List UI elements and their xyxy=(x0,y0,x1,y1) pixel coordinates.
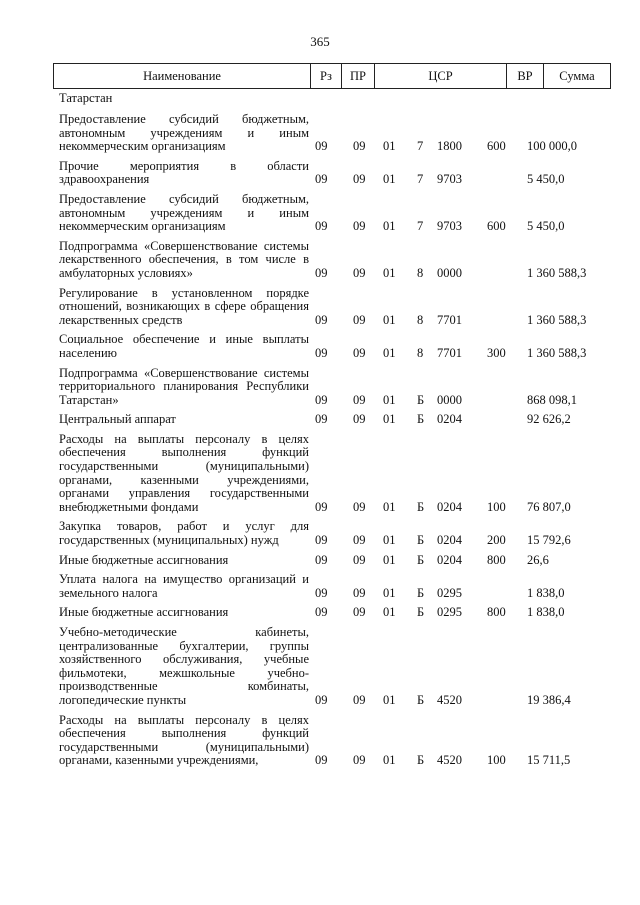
row-vr: 100 xyxy=(487,753,506,768)
row-csr-1: 01 xyxy=(383,552,396,567)
table-row xyxy=(53,520,611,547)
row-rz: 09 xyxy=(315,139,328,154)
table-header xyxy=(53,63,611,89)
row-rz: 09 xyxy=(315,533,328,548)
row-csr-1: 01 xyxy=(383,392,396,407)
row-pr: 09 xyxy=(353,692,366,707)
row-csr-3: 0000 xyxy=(437,392,462,407)
header-pr: ПР xyxy=(341,64,374,88)
continued-text: Татарстан xyxy=(59,91,113,105)
row-csr-3: 0000 xyxy=(437,265,462,280)
table-row xyxy=(53,160,611,187)
row-csr-2: 8 xyxy=(417,265,424,280)
row-rz: 09 xyxy=(315,312,328,327)
row-csr-3: 4520 xyxy=(437,753,462,768)
row-name: Прочие мероприятия в области здравоохранения xyxy=(59,158,309,187)
row-vr: 800 xyxy=(487,552,506,567)
row-csr-2: Б xyxy=(417,605,425,620)
row-csr-2: Б xyxy=(417,552,425,567)
row-rz: 09 xyxy=(315,499,328,514)
row-rz: 09 xyxy=(315,753,328,768)
table-row xyxy=(53,287,611,328)
row-csr-2: 7 xyxy=(417,219,424,234)
row-csr-2: Б xyxy=(417,499,425,514)
row-pr: 09 xyxy=(353,552,366,567)
row-sum: 92 626,2 xyxy=(527,412,571,427)
table-row xyxy=(53,433,611,515)
row-csr-3: 0204 xyxy=(437,499,462,514)
row-csr-1: 01 xyxy=(383,499,396,514)
row-sum: 1 838,0 xyxy=(527,585,565,600)
row-pr: 09 xyxy=(353,753,366,768)
table-row xyxy=(53,367,611,408)
row-rz: 09 xyxy=(315,605,328,620)
row-csr-2: Б xyxy=(417,392,425,407)
row-csr-2: Б xyxy=(417,692,425,707)
row-vr: 600 xyxy=(487,139,506,154)
row-rz: 09 xyxy=(315,265,328,280)
row-csr-2: 8 xyxy=(417,345,424,360)
row-csr-2: 7 xyxy=(417,139,424,154)
header-rz: Рз xyxy=(310,64,341,88)
row-csr-3: 0295 xyxy=(437,605,462,620)
row-csr-2: 8 xyxy=(417,312,424,327)
table-body xyxy=(53,113,611,768)
row-csr-1: 01 xyxy=(383,753,396,768)
row-name: Регулирование в установленном порядке отношений, возникающих в сфере обращения лекарственных средств xyxy=(59,285,309,327)
budget-table xyxy=(53,63,611,768)
row-pr: 09 xyxy=(353,172,366,187)
table-row xyxy=(53,626,611,708)
row-csr-1: 01 xyxy=(383,692,396,707)
row-sum: 100 000,0 xyxy=(527,139,577,154)
table-row xyxy=(53,333,611,360)
row-pr: 09 xyxy=(353,499,366,514)
row-sum: 19 386,4 xyxy=(527,692,571,707)
page-number: 365 xyxy=(310,34,330,49)
row-rz: 09 xyxy=(315,345,328,360)
row-pr: 09 xyxy=(353,312,366,327)
row-csr-3: 0204 xyxy=(437,552,462,567)
row-sum: 1 360 588,3 xyxy=(527,312,587,327)
row-vr: 800 xyxy=(487,605,506,620)
row-pr: 09 xyxy=(353,265,366,280)
row-vr: 100 xyxy=(487,499,506,514)
row-sum: 5 450,0 xyxy=(527,172,565,187)
header-sum: Сумма xyxy=(543,64,610,88)
row-csr-3: 1800 xyxy=(437,139,462,154)
table-row xyxy=(53,113,611,154)
row-vr: 600 xyxy=(487,219,506,234)
row-pr: 09 xyxy=(353,533,366,548)
row-csr-1: 01 xyxy=(383,585,396,600)
row-csr-1: 01 xyxy=(383,412,396,427)
row-pr: 09 xyxy=(353,392,366,407)
row-rz: 09 xyxy=(315,392,328,407)
row-sum: 1 360 588,3 xyxy=(527,345,587,360)
row-name: Предоставление субсидий бюджетным, автономным учреждениям и иным некоммерческим организациям xyxy=(59,191,309,234)
row-name: Подпрограмма «Совершенствование системы лекарственного обеспечения, в том числе в амбулаторных условиях» xyxy=(59,238,309,280)
table-row xyxy=(53,413,611,427)
row-rz: 09 xyxy=(315,692,328,707)
header-vr: ВР xyxy=(506,64,543,88)
row-pr: 09 xyxy=(353,219,366,234)
row-csr-2: Б xyxy=(417,412,425,427)
row-csr-2: Б xyxy=(417,533,425,548)
row-csr-3: 7701 xyxy=(437,312,462,327)
row-csr-3: 0204 xyxy=(437,533,462,548)
row-csr-2: Б xyxy=(417,753,425,768)
row-name: Центральный аппарат xyxy=(59,412,176,427)
table-row xyxy=(53,573,611,600)
row-rz: 09 xyxy=(315,219,328,234)
row-name: Иные бюджетные ассигнования xyxy=(59,605,229,620)
table-row xyxy=(53,240,611,281)
row-sum: 5 450,0 xyxy=(527,219,565,234)
row-csr-1: 01 xyxy=(383,172,396,187)
row-rz: 09 xyxy=(315,412,328,427)
row-csr-3: 9703 xyxy=(437,219,462,234)
row-name: Подпрограмма «Совершенствование системы территориального планирования Республики Татарстан» xyxy=(59,365,309,407)
header-csr: ЦСР xyxy=(374,64,506,88)
row-name: Уплата налога на имущество организаций и земельного налога xyxy=(59,572,309,600)
row-name: Расходы на выплаты персоналу в целях обеспечения выполнения функций государственными (муниципальными) органами, казенными учреждениями, xyxy=(59,712,309,768)
table-row xyxy=(53,554,611,568)
row-sum: 1 838,0 xyxy=(527,605,565,620)
row-name: Иные бюджетные ассигнования xyxy=(59,552,229,567)
row-csr-3: 9703 xyxy=(437,172,462,187)
row-rz: 09 xyxy=(315,172,328,187)
row-csr-1: 01 xyxy=(383,605,396,620)
row-rz: 09 xyxy=(315,552,328,567)
row-rz: 09 xyxy=(315,585,328,600)
header-name: Наименование xyxy=(143,68,221,83)
row-csr-3: 7701 xyxy=(437,345,462,360)
row-name: Предоставление субсидий бюджетным, автономным учреждениям и иным некоммерческим организациям xyxy=(59,112,309,154)
row-csr-1: 01 xyxy=(383,312,396,327)
row-csr-1: 01 xyxy=(383,345,396,360)
row-pr: 09 xyxy=(353,585,366,600)
row-sum: 15 711,5 xyxy=(527,753,571,768)
row-vr: 300 xyxy=(487,345,506,360)
row-sum: 15 792,6 xyxy=(527,533,571,548)
row-sum: 1 360 588,3 xyxy=(527,265,587,280)
row-vr: 200 xyxy=(487,533,506,548)
row-csr-3: 0295 xyxy=(437,585,462,600)
row-csr-1: 01 xyxy=(383,139,396,154)
row-name: Расходы на выплаты персоналу в целях обеспечения выполнения функций государственными (муниципальными) органами, казенными учреждениями, органами управления государственными внебюджетными фондами xyxy=(59,431,309,514)
row-csr-1: 01 xyxy=(383,265,396,280)
row-csr-1: 01 xyxy=(383,219,396,234)
table-row xyxy=(53,714,611,768)
row-csr-2: 7 xyxy=(417,172,424,187)
row-sum: 76 807,0 xyxy=(527,499,571,514)
row-sum: 26,6 xyxy=(527,552,549,567)
table-row xyxy=(53,193,611,234)
row-csr-3: 0204 xyxy=(437,412,462,427)
row-pr: 09 xyxy=(353,412,366,427)
row-csr-3: 4520 xyxy=(437,692,462,707)
table-row xyxy=(53,606,611,620)
row-pr: 09 xyxy=(353,345,366,360)
row-csr-1: 01 xyxy=(383,533,396,548)
row-name: Закупка товаров, работ и услуг для государственных (муниципальных) нужд xyxy=(59,519,309,548)
row-pr: 09 xyxy=(353,139,366,154)
row-sum: 868 098,1 xyxy=(527,392,577,407)
row-pr: 09 xyxy=(353,605,366,620)
row-name: Учебно-методические кабинеты, централизованные бухгалтерии, группы хозяйственного обслуживания, учебные фильмотеки, межшкольные учебно-производственные комбинаты, логопедические пункты xyxy=(59,625,309,707)
row-name: Социальное обеспечение и иные выплаты населению xyxy=(59,332,309,360)
row-csr-2: Б xyxy=(417,585,425,600)
